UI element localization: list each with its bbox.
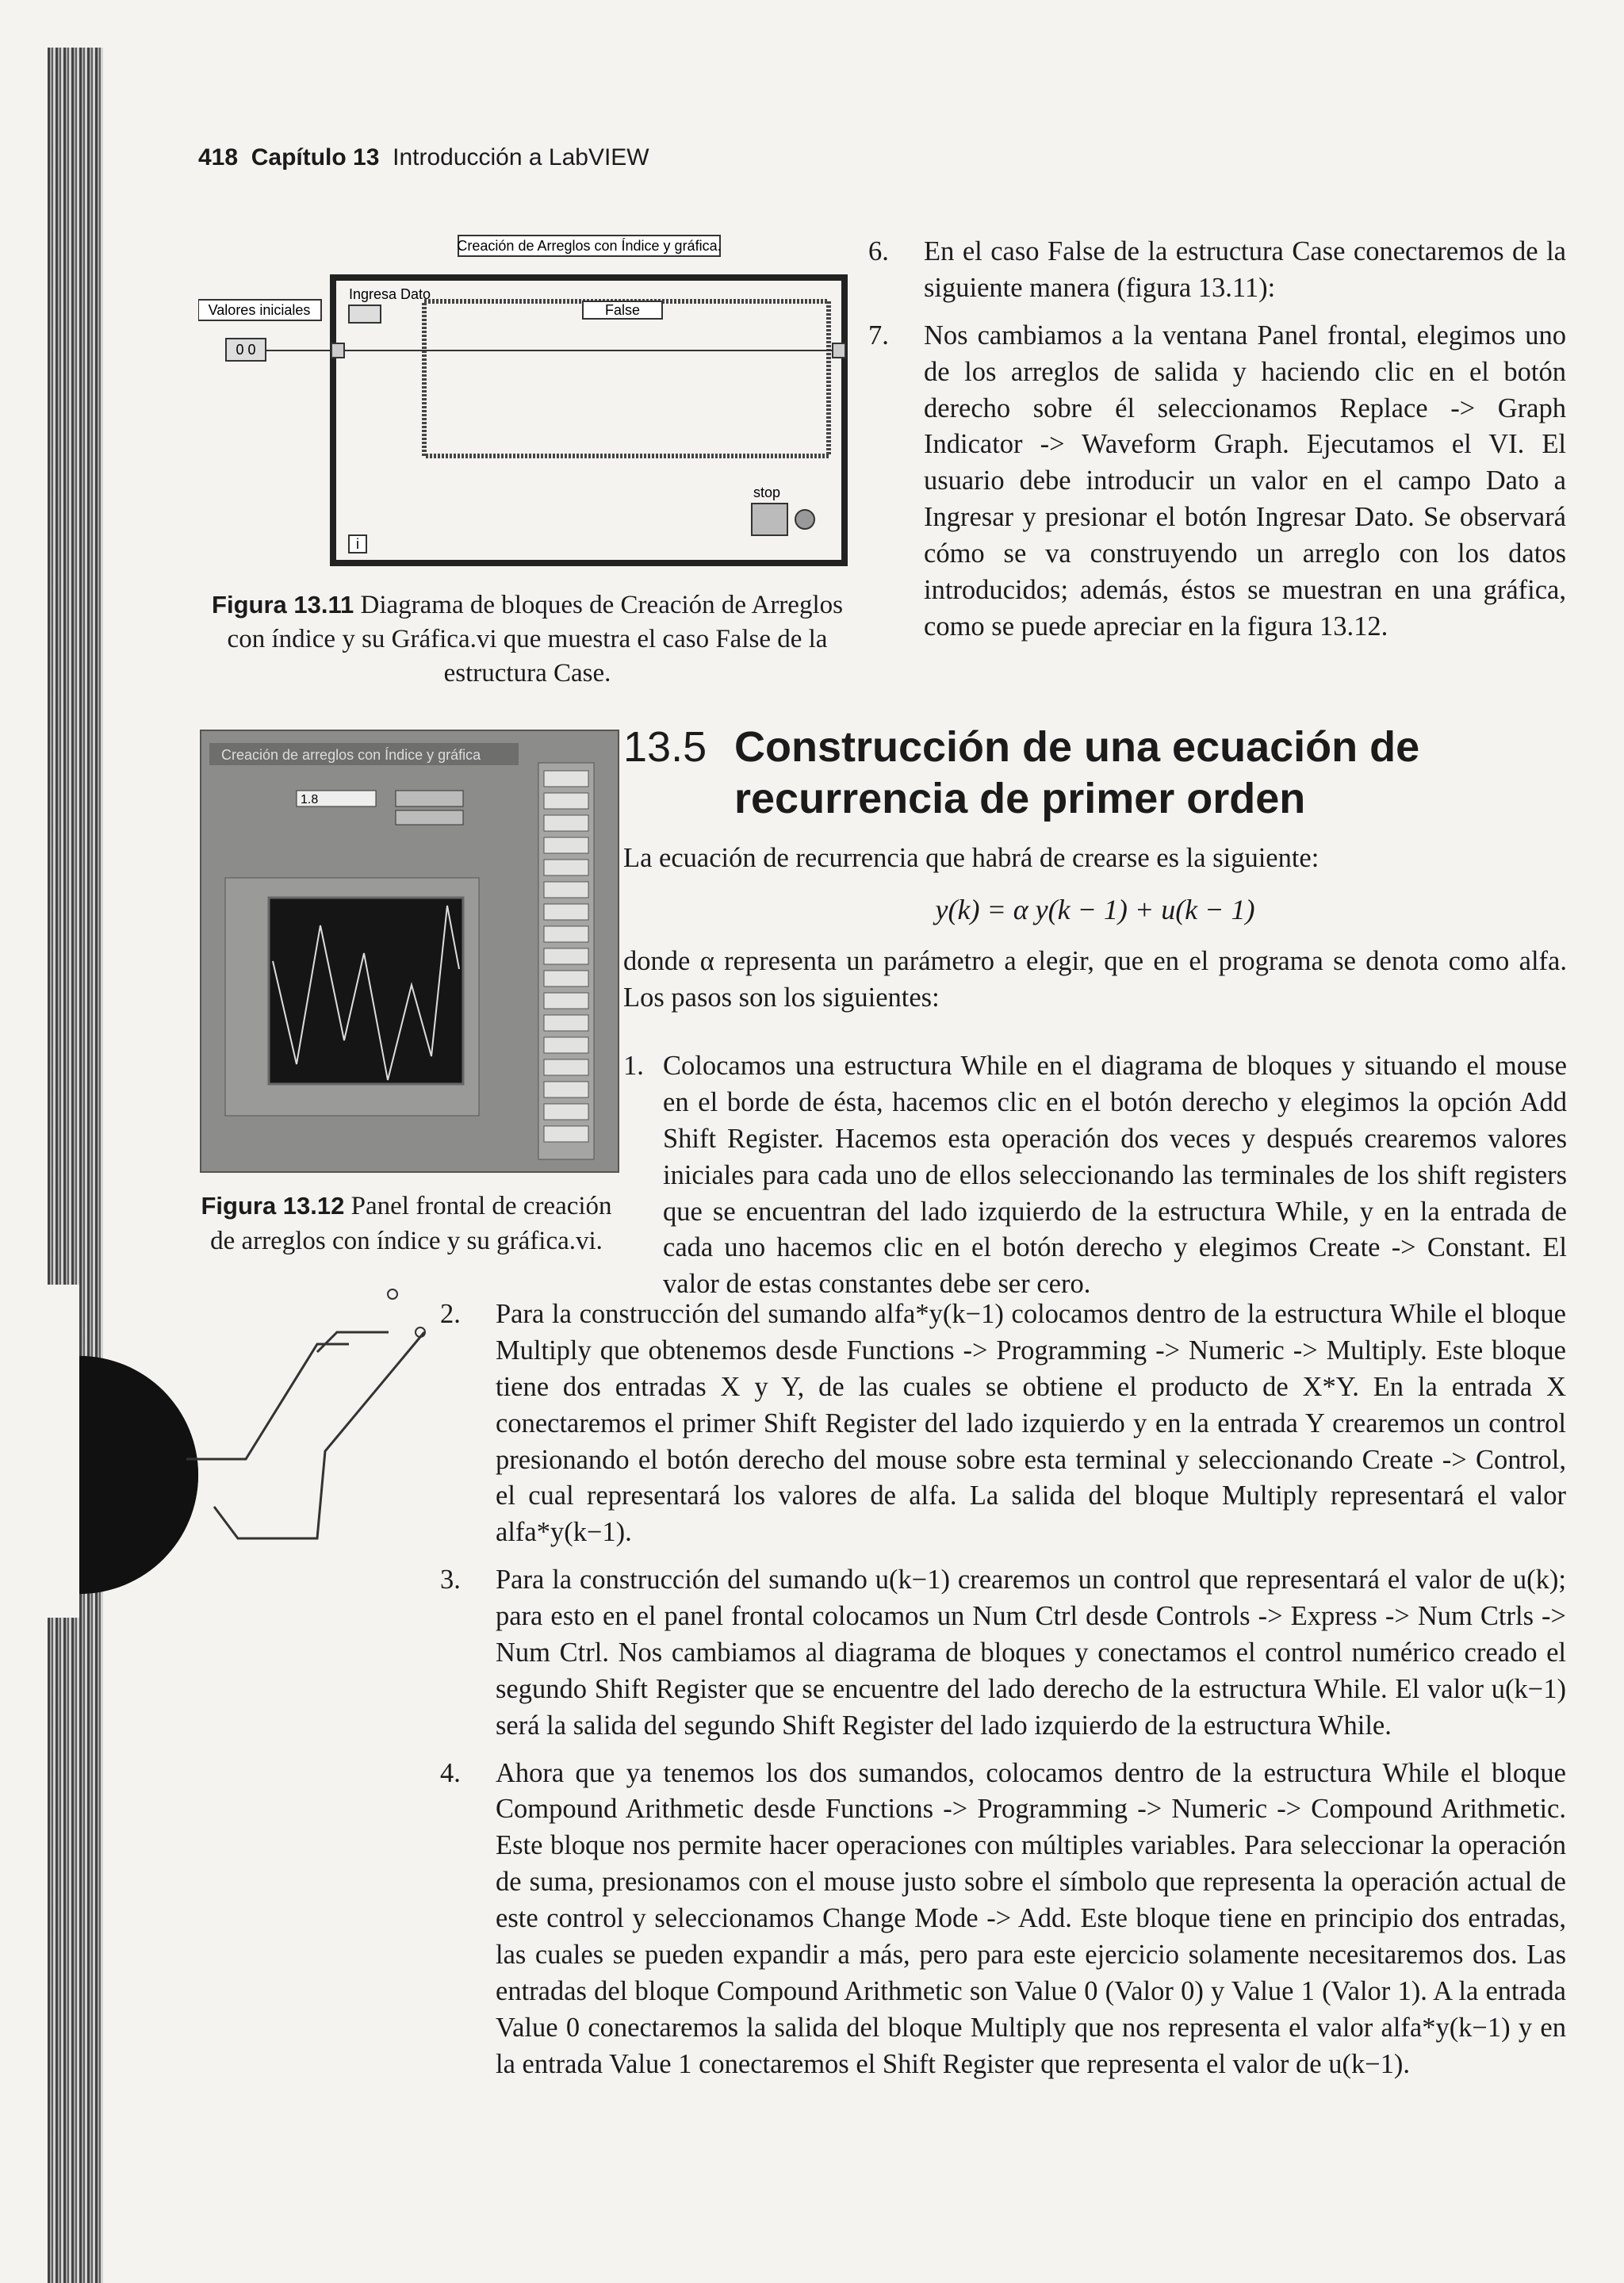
chapter-label: Capítulo 13 [251,144,380,170]
caption-text: Diagrama de bloques de Creación de Arreglos con índice y su Gráfica.vi que muestra el caso False de la estructura Case. [227,591,843,688]
list-item: 2. Para la construcción del sumando alfa*y(k−1) colocamos dentro de la estructura While el bloque Multiply que obtenemos desde Functions -> Programming -> Numeric -> Multiply. Este bloque tiene dos entradas X y Y, de las cuales se obtiene el producto de X*Y. En la entrada X conectaremos el primer Shift Register del lado izquierdo y en la entrada Y crearemos un control presionando el botón derecho del mouse sobre esta terminal y seleccionando Create -> Control, el cual representará los valores de alfa. La salida del bloque Multiply representará el valor alfa*y(k−1). [440,1299,1566,1548]
chapter-title: Introducción a LabVIEW [393,144,649,170]
input-label: Ingresa Dato [349,286,431,302]
list-item: 3. Para la construcción del sumando u(k−1) crearemos un control que representará el valor de u(k); para esto en el panel frontal colocamos un Num Ctrl desde Controls -> Express -> Num Ctrls -> Num Ctrl. Nos cambiamos al diagrama de bloques y conectamos el control numérico creado el segundo Shift Register que se encuentre del lado derecho de la estructura While. El valor u(k−1) será la salida del segundo Shift Register del lado izquierdo de la estructura While. [440,1565,1566,1741]
figure-13-11-block-diagram [198,234,856,575]
case-selector: False [604,302,641,318]
steps-top [868,234,1566,657]
loop-index: i [356,536,359,552]
page-header [198,144,649,171]
panel-input-value: 1.8 [301,793,319,806]
figure-13-11-caption [198,588,856,691]
panel-title: Creación de arreglos con Índice y gráfica [221,747,481,763]
list-item: 1. Colocamos una estructura While en el diagrama de bloques y situando el mouse en el borde de ésta, hacemos clic en el botón derecho y elegimos la opción Add Shift Register. Hacemos esta operación dos veces y después crearemos valores iniciales para cada uno de ellos seleccionando las terminales de los shift registers que se encuentran del lado izquierdo de la estructura While, y en la entrada de cada uno hacemos clic en el botón derecho y elegimos Create -> Constant. El valor de estas constantes debe ser cero. [623,1051,1567,1300]
section-number: 13.5 [623,723,707,771]
steps-lower [440,1297,1566,2093]
decorative-circuit-graphic [0,1285,444,1618]
intro-text: La ecuación de recurrencia que habrá de crearse es la siguiente: [623,843,1320,873]
initial-values-label: Valores iniciales [208,302,311,318]
section-heading [623,722,1575,825]
list-item: 6. En el caso False de la estructura Case conectaremos de la siguiente manera (figura 13.11): [868,236,1566,303]
svg-text:0 0: 0 0 [236,342,256,358]
figure-13-12-caption [190,1189,622,1258]
figure-13-12-front-panel [200,730,619,1173]
diagram-title: Creación de Arreglos con Índice y gráfica. [457,238,722,254]
stop-label: stop [753,485,781,500]
list-item: 4. Ahora que ya tenemos los dos sumandos, colocamos dentro de la estructura While el bloque Compound Arithmetic desde Functions -> Programming -> Numeric -> Compound Arithmetic. Este bloque nos permite hacer operaciones con múltiples variables. Para seleccionar la operación de suma, presionamos con el mouse justo sobre el símbolo que representa la operación actual de este control y seleccionamos Change Mode -> Add. Este bloque tiene en principio dos entradas, las cuales se pueden expandir a más, pero para este ejercicio solamente necesitaremos dos. Las entradas del bloque Compound Arithmetic son Value 0 (Valor 0) y Value 1 (Valor 1). A la entrada Value 0 conectaremos la salida del bloque Multiply que nos representa el valor alfa*y(k−1) y en la entrada Value 1 conectaremos el Shift Register que representa el valor de u(k−1). [440,1757,1566,2079]
step-1 [623,1048,1567,1314]
list-item: 7. Nos cambiamos a la ventana Panel frontal, elegimos uno de los arreglos de salida y haciendo clic en el botón derecho sobre él seleccionamos Replace -> Graph Indicator -> Waveform Graph. Ejecutamos el VI. El usuario debe introducir un valor en el campo Dato a Ingresar y presionar el botón Ingresar Dato. Se observará cómo se va construyendo un arreglo con los datos introducidos; además, éstos se muestran en una gráfica, como se puede apreciar en la figura 13.12. [868,320,1566,642]
caption-label: Figura 13.11 [212,591,354,619]
scan-binding-edge [48,48,103,2283]
section-intro [623,841,1567,1031]
section-title: Construcción de una ecuación de recurrencia de primer orden [734,723,1420,822]
page-number: 418 [198,144,239,170]
caption-text: Panel frontal de creación de arreglos con índice y su gráfica.vi. [210,1192,612,1255]
after-equation-text: donde α representa un parámetro a elegir, que en el programa se denota como alfa. Los pasos son los siguientes: [623,945,1567,1013]
caption-label: Figura 13.12 [201,1192,345,1220]
recurrence-equation: y(k) = α y(k − 1) + u(k − 1) [935,893,1255,925]
